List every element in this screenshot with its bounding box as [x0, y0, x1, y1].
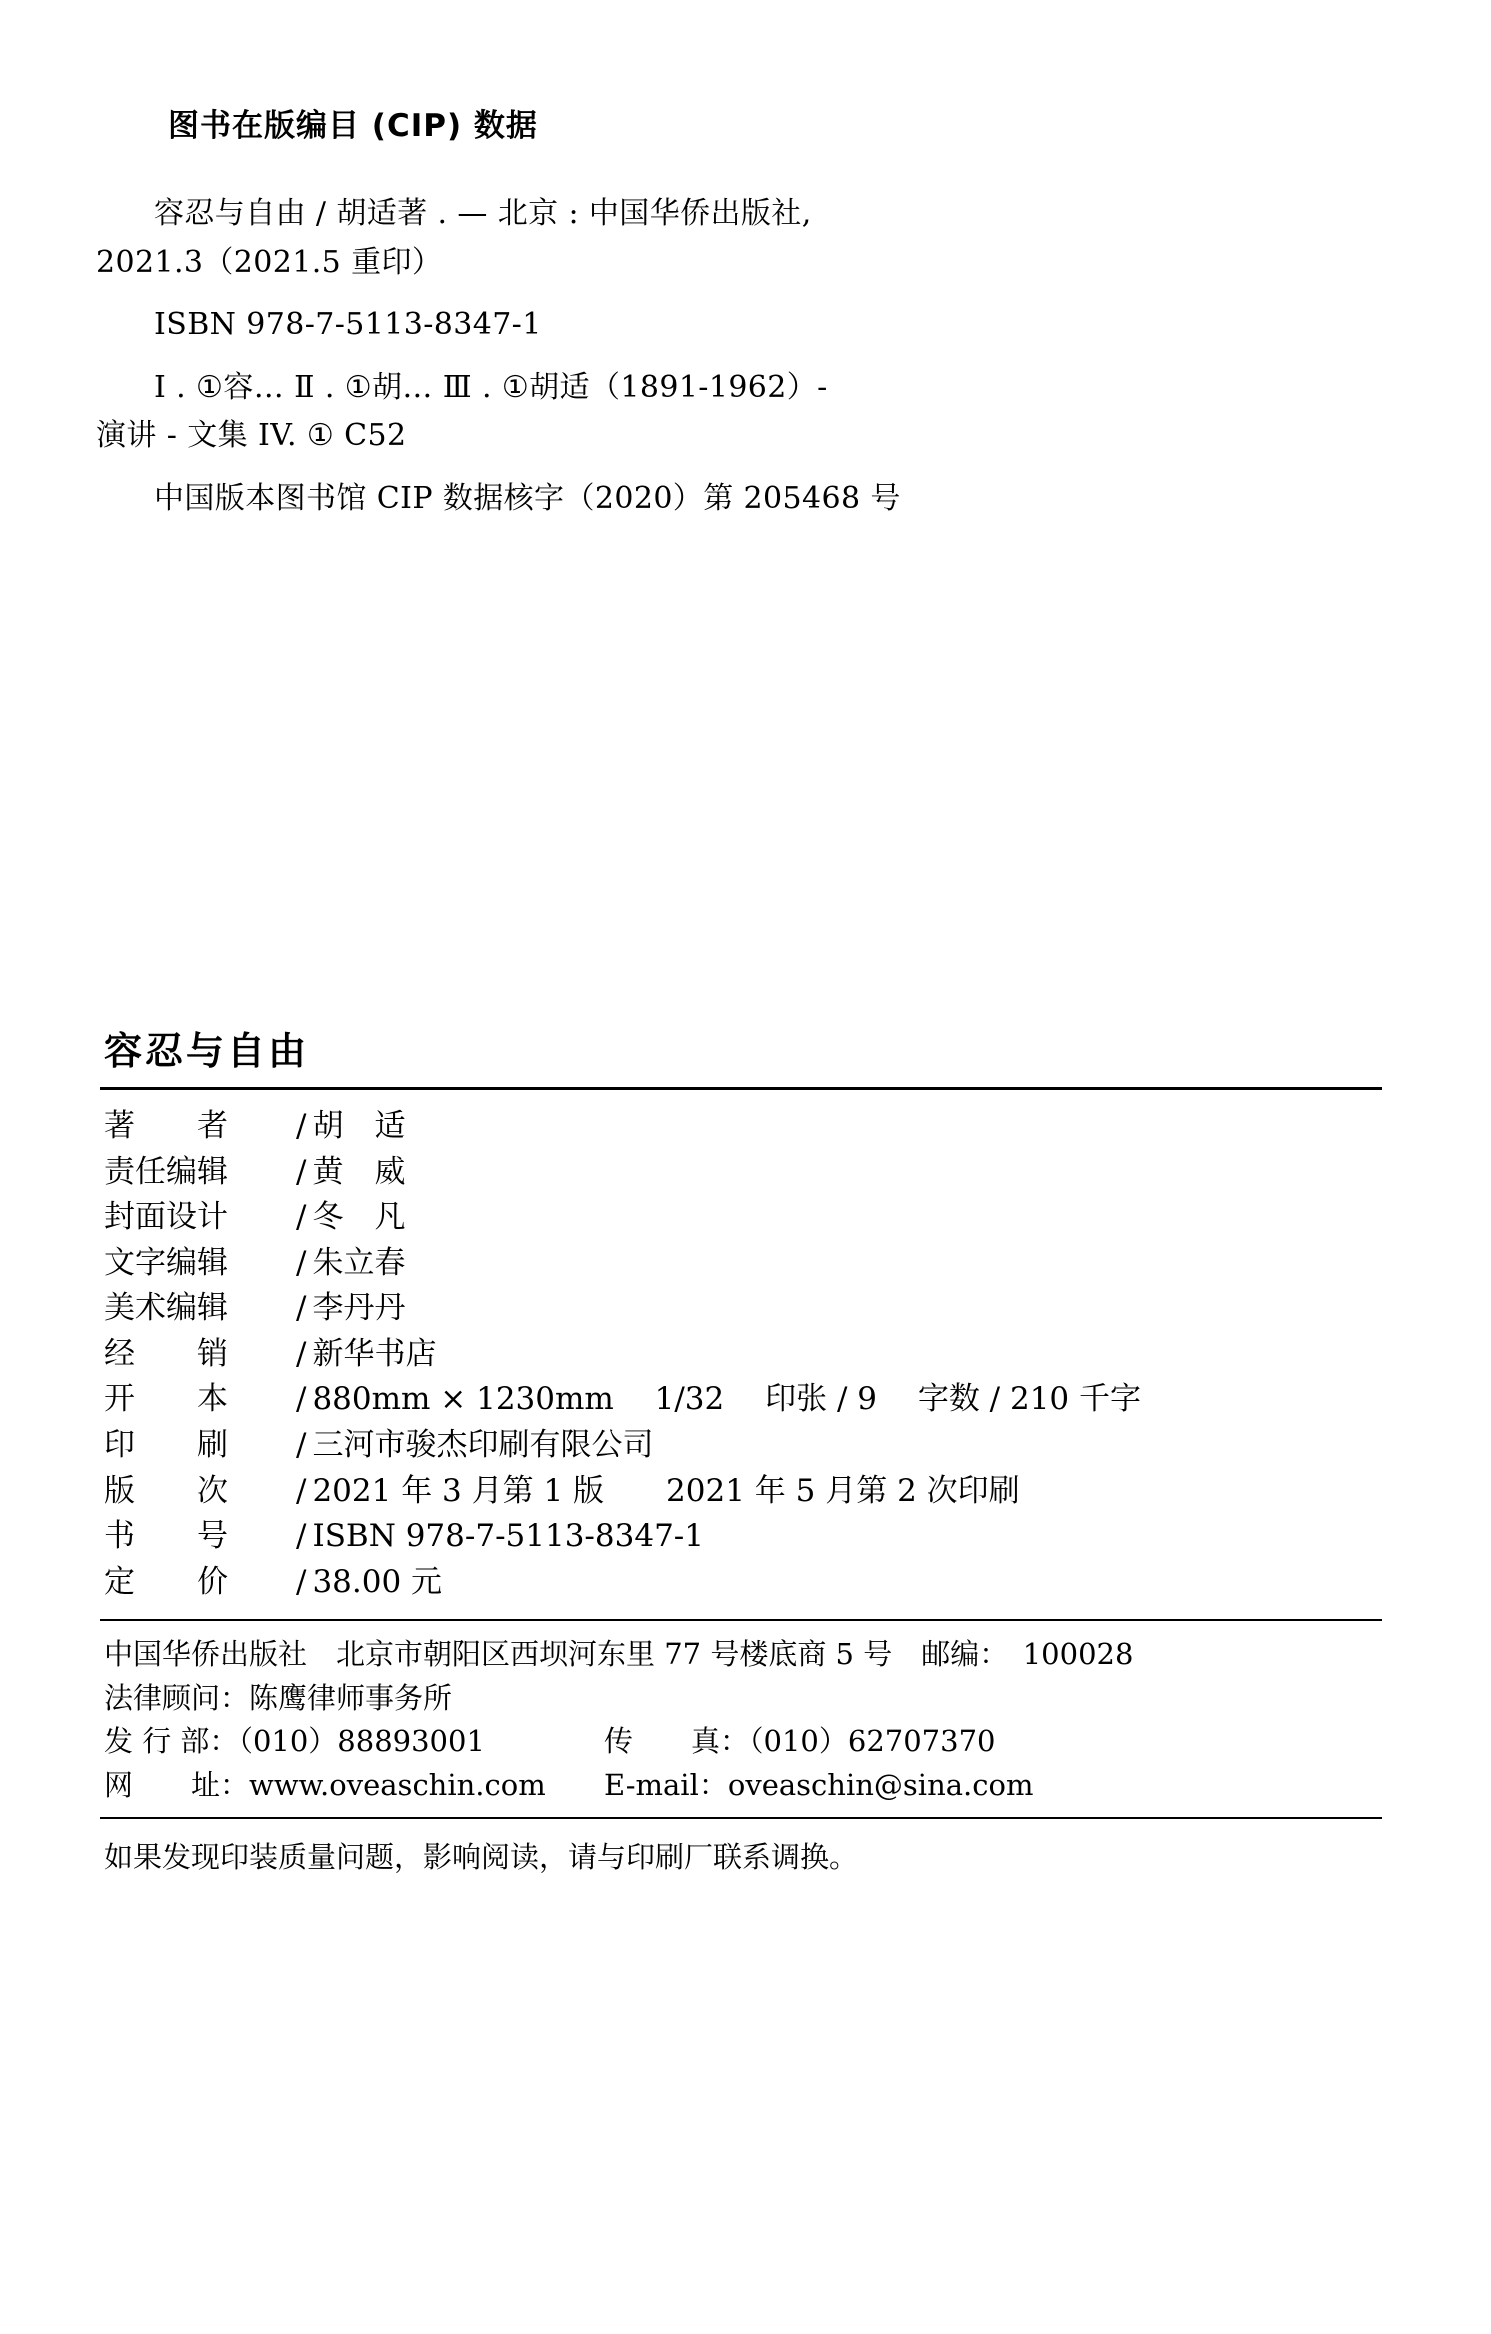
divider-middle — [100, 1619, 1382, 1621]
publisher-info — [96, 1633, 1396, 1807]
credit-separator: / — [296, 1335, 307, 1372]
page-title: 容忍与自由 — [104, 1029, 310, 1073]
credit-separator: / — [296, 1244, 307, 1281]
contact-row-phone — [104, 1720, 1396, 1764]
distribution-value: （010）88893001 — [238, 1724, 485, 1759]
credit-value: 三河市骏杰印刷有限公司 — [312, 1426, 654, 1463]
credit-value: 黄 威 — [312, 1153, 406, 1190]
credit-label: 定 价 — [104, 1563, 228, 1600]
credit-value: 新华书店 — [312, 1335, 437, 1372]
distribution-contact — [104, 1720, 604, 1764]
credits-list — [96, 1104, 1396, 1605]
credit-separator: / — [296, 1518, 307, 1555]
cip-body — [96, 190, 1396, 524]
credit-label: 印 刷 — [104, 1426, 228, 1463]
credit-value: 胡 适 — [312, 1108, 406, 1144]
credit-row-isbn — [104, 1514, 1396, 1560]
credit-row-responsible-editor — [104, 1150, 1396, 1196]
credit-separator: / — [296, 1563, 307, 1600]
credit-row-edition — [104, 1469, 1396, 1515]
credit-label: 著 者 — [104, 1108, 228, 1144]
divider-top — [100, 1087, 1382, 1090]
credit-row-text-editor — [104, 1241, 1396, 1287]
cip-line-title: 容忍与自由 / 胡适著 . — 北京 : 中国华侨出版社, — [154, 196, 812, 231]
credit-row-cover-designer — [104, 1195, 1396, 1241]
cip-line-registry: 中国版本图书馆 CIP 数据核字（2020）第 205468 号 — [154, 480, 901, 516]
cip-line-isbn: ISBN 978-7-5113-8347-1 — [154, 307, 542, 343]
email-label: E-mail： — [604, 1767, 728, 1802]
credit-label: 美术编辑 — [104, 1290, 228, 1327]
cip-section — [96, 0, 1396, 524]
credit-row-printer — [104, 1423, 1396, 1469]
credit-label: 开 本 — [104, 1381, 228, 1418]
distribution-label: 发 行 部： — [104, 1724, 239, 1759]
credit-separator: / — [296, 1108, 307, 1144]
credit-value: 朱立春 — [312, 1244, 406, 1281]
credit-separator: / — [296, 1426, 307, 1463]
cip-spacer-1 — [96, 287, 1396, 301]
colophon-section — [96, 1020, 1396, 1876]
cip-line-classification-1: Ⅰ . ①容… Ⅱ . ①胡… Ⅲ . ①胡适（1891-1962）- — [154, 369, 828, 405]
credit-value: ISBN 978-7-5113-8347-1 — [312, 1518, 704, 1555]
credit-label: 版 次 — [104, 1472, 228, 1509]
cip-line-date: 2021.3（2021.5 重印） — [96, 244, 443, 280]
divider-bottom — [100, 1817, 1382, 1819]
email-contact — [604, 1764, 1033, 1808]
credit-value: 2021 年 3 月第 1 版 2021 年 5 月第 2 次印刷 — [312, 1472, 1020, 1509]
credit-separator: / — [296, 1381, 307, 1418]
credit-separator: / — [296, 1472, 307, 1509]
credit-value: 38.00 元 — [312, 1563, 443, 1600]
credit-separator: / — [296, 1290, 307, 1327]
credit-separator: / — [296, 1199, 307, 1236]
credit-row-format — [104, 1377, 1396, 1423]
credit-row-art-editor — [104, 1286, 1396, 1332]
cip-spacer-2 — [96, 350, 1396, 364]
credit-label: 责任编辑 — [104, 1153, 228, 1190]
website-contact — [104, 1764, 604, 1808]
cip-heading: 图书在版编目 (CIP) 数据 — [168, 108, 538, 144]
fax-value: （010）62707370 — [749, 1724, 996, 1759]
credit-label: 书 号 — [104, 1518, 228, 1555]
contact-row-web — [104, 1764, 1396, 1808]
credit-row-author — [104, 1104, 1396, 1150]
credit-value: 880mm × 1230mm 1/32 印张 / 9 字数 / 210 千字 — [312, 1381, 1142, 1418]
credit-label: 经 销 — [104, 1335, 228, 1372]
credit-row-price — [104, 1560, 1396, 1606]
website-value[interactable]: www.oveaschin.com — [249, 1767, 546, 1802]
credit-label: 文字编辑 — [104, 1244, 228, 1281]
legal-counsel: 法律顾问：陈鹰律师事务所 — [104, 1680, 453, 1715]
credit-row-distributor — [104, 1332, 1396, 1378]
cip-line-classification-2: 演讲 - 文集 IV. ① C52 — [96, 418, 407, 454]
publisher-address: 中国华侨出版社 北京市朝阳区西坝河东里 77 号楼底商 5 号 邮编： 100028 — [104, 1637, 1134, 1672]
website-label: 网 址： — [104, 1767, 250, 1802]
email-value[interactable]: oveaschin@sina.com — [727, 1767, 1034, 1802]
credit-value: 冬 凡 — [312, 1199, 406, 1236]
credit-separator: / — [296, 1153, 307, 1190]
credit-value: 李丹丹 — [312, 1290, 406, 1327]
cip-spacer-3 — [96, 461, 1396, 475]
fax-label: 传 真： — [604, 1724, 750, 1759]
credit-label: 封面设计 — [104, 1199, 228, 1236]
quality-note: 如果发现印装质量问题，影响阅读，请与印刷厂联系调换。 — [104, 1840, 859, 1875]
fax-contact — [604, 1720, 995, 1764]
